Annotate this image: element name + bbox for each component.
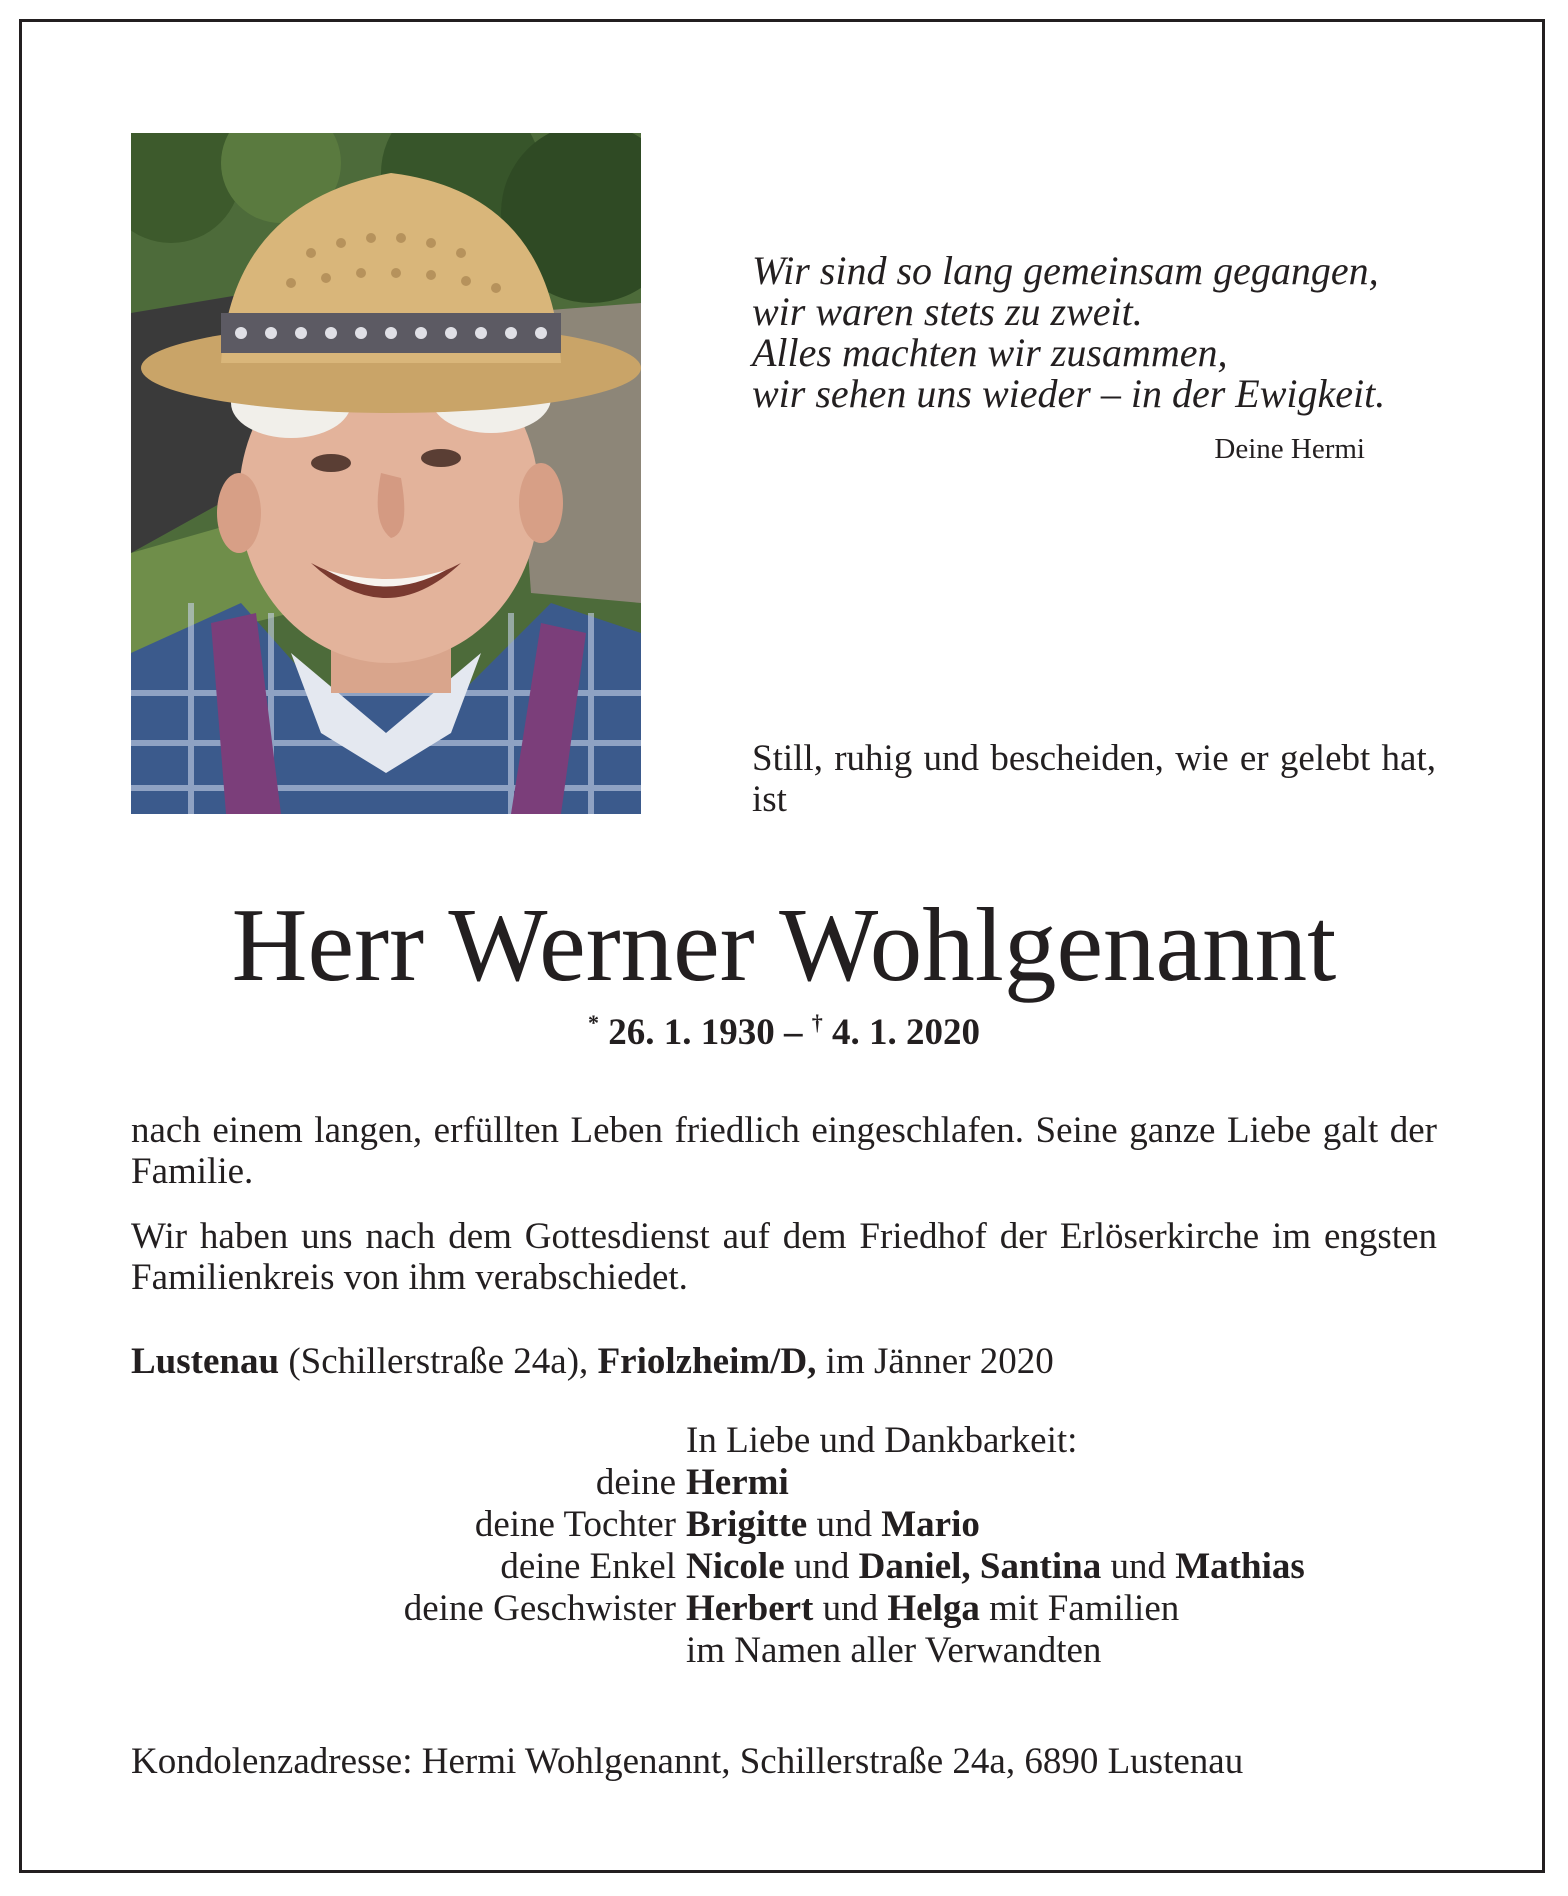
condolence-address: Kondolenzadresse: Hermi Wohlgenannt, Schillerstraße 24a, 6890 Lustenau — [131, 1741, 1244, 1782]
mourner-row — [131, 1588, 1437, 1630]
mourner-name: Hermi — [686, 1462, 789, 1503]
mourners-heading-row — [131, 1420, 1437, 1462]
date-separator: – — [774, 1012, 812, 1053]
town-friolzheim: Friolzheim/D, — [597, 1341, 817, 1382]
address: (Schillerstraße 24a), — [279, 1341, 598, 1382]
mourner-connector: und — [807, 1504, 882, 1545]
town-lustenau: Lustenau — [131, 1341, 280, 1382]
mourner-connector: und — [784, 1546, 859, 1587]
mourner-name: Nicole — [686, 1546, 785, 1587]
mourner-relation: deine — [595, 1462, 676, 1503]
paragraph: nach einem langen, erfüllten Leben friedlich eingeschlafen. Seine ganze Liebe galt der Familie. — [131, 1110, 1437, 1192]
deceased-name: Herr Werner Wohlgenannt — [231, 886, 1337, 1003]
birth-mark: * — [588, 1010, 599, 1035]
birth-date: 26. 1. 1930 — [608, 1012, 775, 1053]
date-text: im Jänner 2020 — [816, 1341, 1054, 1382]
poem-line: Wir sind so lang gemeinsam gegangen, — [752, 248, 1379, 293]
mourner-relation: deine Geschwister — [403, 1588, 676, 1629]
mourner-relation: deine Tochter — [474, 1504, 676, 1545]
mourner-connector: mit Familien — [979, 1588, 1180, 1629]
mourner-row — [131, 1504, 1437, 1546]
mourner-connector: im Namen aller Verwandten — [686, 1630, 1102, 1671]
mourner-connector: und — [1101, 1546, 1176, 1587]
poem-line: wir sehen uns wieder – in der Ewigkeit. — [752, 371, 1386, 416]
mourners-block — [131, 1420, 1437, 1672]
mourner-relation: deine Enkel — [500, 1546, 676, 1587]
mourners-heading: In Liebe und Dankbarkeit: — [686, 1420, 1078, 1461]
mourner-row — [131, 1630, 1437, 1672]
poem — [752, 248, 1386, 416]
mourner-names — [686, 1504, 1437, 1546]
poem-signature: Deine Hermi — [1214, 433, 1365, 465]
poem-line: Alles machten wir zusammen, — [752, 330, 1228, 375]
intro-text: Still, ruhig und bescheiden, wie er gelebt hat, ist — [752, 738, 1436, 820]
mourner-name: Mathias — [1175, 1546, 1305, 1587]
mourner-connector: und — [813, 1588, 888, 1629]
mourner-names — [686, 1588, 1437, 1630]
portrait-photo — [131, 133, 641, 814]
life-dates — [131, 1010, 1437, 1054]
mourner-names — [686, 1462, 1437, 1504]
mourner-name: Mario — [881, 1504, 980, 1545]
mourner-row — [131, 1546, 1437, 1588]
mourner-name: Herbert — [686, 1588, 814, 1629]
mourner-name: Daniel, Santina — [858, 1546, 1102, 1587]
mourner-name: Brigitte — [686, 1504, 808, 1545]
death-mark: † — [811, 1010, 823, 1035]
mourner-relation — [131, 1630, 686, 1672]
mourner-row — [131, 1462, 1437, 1504]
mourner-names — [686, 1546, 1437, 1588]
mourner-names — [686, 1630, 1437, 1672]
poem-line: wir waren stets zu zweit. — [752, 289, 1143, 334]
mourner-name: Helga — [887, 1588, 980, 1629]
place-date-line — [131, 1340, 1437, 1383]
death-date: 4. 1. 2020 — [832, 1012, 980, 1053]
paragraph: Wir haben uns nach dem Gottesdienst auf dem Friedhof der Erlöserkirche im engsten Familienkreis von ihm verabschiedet. — [131, 1216, 1437, 1298]
